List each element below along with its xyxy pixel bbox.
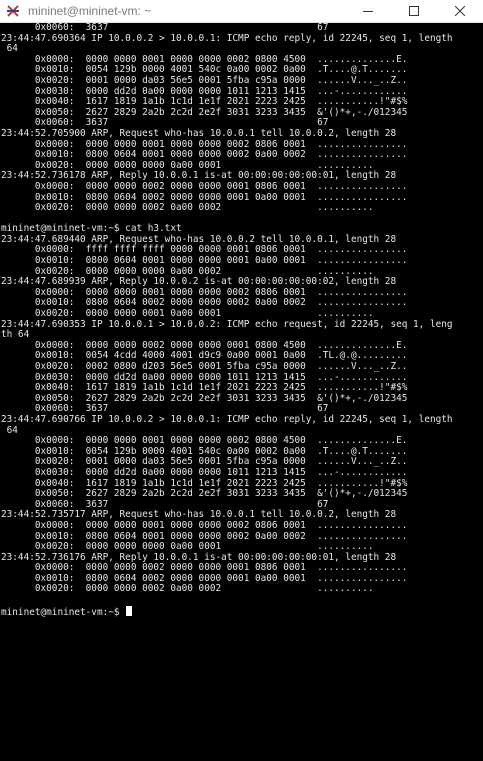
terminal-output[interactable] xyxy=(0,23,483,761)
terminal-line: 0x0010: 0800 0604 0002 0000 0000 0001 0a00 0001 ................ xyxy=(1,572,408,584)
terminal-line: 0x0060: 3637 67 xyxy=(1,498,329,510)
terminal-line: mininet@mininet-vm:~$ cat h3.txt xyxy=(1,223,182,235)
terminal-line: 23:44:47.689440 ARP, Request who-has 10.0.0.2 tell 10.0.0.1, length 28 xyxy=(1,233,397,245)
terminal-cursor xyxy=(126,606,132,616)
terminal-line: 0x0000: 0000 0000 0001 0000 0000 0002 0800 4500 ..............E. xyxy=(1,53,408,65)
terminal-line: 0x0000: 0000 0000 0001 0000 0000 0002 0800 4500 ..............E. xyxy=(1,435,408,447)
terminal-line: 0x0010: 0054 129b 0000 4001 540c 0a00 0002 0a00 .T....@.T....... xyxy=(1,445,408,457)
terminal-line: 0x0020: 0000 0000 0002 0a00 0002 .......... xyxy=(1,583,374,595)
terminal-line: 0x0020: 0001 0000 da03 56e5 0001 5fba c95a 0000 ......V..._..Z.. xyxy=(1,74,408,86)
terminal-line: 0x0020: 0000 0000 0000 0a00 0001 .......... xyxy=(1,159,374,171)
terminal-line: 0x0050: 2627 2829 2a2b 2c2d 2e2f 3031 3233 3435 &'()*+,-./012345 xyxy=(1,106,408,118)
terminal-line: 0x0000: 0000 0000 0001 0000 0000 0002 0806 0001 ................ xyxy=(1,519,408,531)
terminal-line: 64 xyxy=(1,424,18,436)
terminal-line: 0x0000: 0000 0000 0002 0000 0000 0001 0806 0001 ................ xyxy=(1,180,408,192)
terminal-line: 0x0030: 0000 dd2d 0a00 0000 0000 1011 1213 1415 ...-............ xyxy=(1,85,408,97)
terminal-line: 0x0040: 1617 1819 1a1b 1c1d 1e1f 2021 2223 2425 ...........!"#$% xyxy=(1,382,408,394)
terminal-line: 0x0060: 3637 67 xyxy=(1,403,329,415)
close-icon xyxy=(455,6,465,16)
maximize-icon xyxy=(409,6,419,16)
terminal-line: 0x0030: 0000 dd2d 0a00 0000 0000 1011 1213 1415 ...-............ xyxy=(1,371,408,383)
minimize-icon xyxy=(363,6,373,16)
terminal-line: 0x0040: 1617 1819 1a1b 1c1d 1e1f 2021 2223 2425 ...........!"#$% xyxy=(1,96,408,108)
terminal-line: 0x0020: 0000 0000 0001 0a00 0001 .......... xyxy=(1,308,374,320)
terminal-line: 23:44:47.690766 IP 10.0.0.2 > 10.0.0.1: ICMP echo reply, id 22245, seq 1, length xyxy=(1,413,453,425)
window-controls xyxy=(345,0,483,22)
close-button[interactable] xyxy=(437,0,483,22)
terminal-line: 0x0040: 1617 1819 1a1b 1c1d 1e1f 2021 2223 2425 ...........!"#$% xyxy=(1,477,408,489)
terminal-line: 0x0010: 0800 0604 0001 0000 0000 0002 0a00 0002 ................ xyxy=(1,530,408,542)
terminal-line: 64 xyxy=(1,43,18,55)
terminal-line: 0x0020: 0000 0000 0000 0a00 0002 .......... xyxy=(1,265,374,277)
putty-terminal-icon[interactable] xyxy=(5,3,21,19)
terminal-line: 0x0060: 3637 67 xyxy=(1,23,329,33)
terminal-line: 0x0000: 0000 0000 0002 0000 0000 0001 0806 0001 ................ xyxy=(1,562,408,574)
terminal-line: 0x0050: 2627 2829 2a2b 2c2d 2e2f 3031 3233 3435 &'()*+,-./012345 xyxy=(1,392,408,404)
terminal-line: 0x0010: 0800 0604 0001 0000 0000 0001 0a00 0001 ................ xyxy=(1,255,408,267)
terminal-line: 0x0020: 0000 0000 0002 0a00 0002 .......... xyxy=(1,202,374,214)
title-bar[interactable] xyxy=(0,0,483,23)
terminal-line: 23:44:52.705900 ARP, Request who-has 10.0.0.1 tell 10.0.0.2, length 28 xyxy=(1,127,397,139)
terminal-line: 23:44:47.689939 ARP, Reply 10.0.0.2 is-at 00:00:00:00:00:02, length 28 xyxy=(1,276,397,288)
terminal-line: 0x0030: 0000 dd2d 0a00 0000 0000 1011 1213 1415 ...-............ xyxy=(1,466,408,478)
terminal-line: 23:44:52.736178 ARP, Reply 10.0.0.1 is-at 00:00:00:00:00:01, length 28 xyxy=(1,170,397,182)
terminal-line: 0x0000: 0000 0000 0001 0000 0000 0002 0806 0001 ................ xyxy=(1,286,408,298)
terminal-line: 0x0010: 0054 4cdd 4000 4001 d9c9 0a00 0001 0a00 .TL.@.@......... xyxy=(1,350,408,362)
terminal-line: 0x0010: 0054 129b 0000 4001 540c 0a00 0002 0a00 .T....@.T....... xyxy=(1,64,408,76)
terminal-line: 23:44:47.690353 IP 10.0.0.1 > 10.0.0.2: ICMP echo request, id 22245, seq 1, leng xyxy=(1,318,453,330)
terminal-line: mininet@mininet-vm:~$ xyxy=(1,606,483,619)
terminal-line: 0x0050: 2627 2829 2a2b 2c2d 2e2f 3031 3233 3435 &'()*+,-./012345 xyxy=(1,488,408,500)
terminal-line: 23:44:52.735717 ARP, Request who-has 10.0.0.1 tell 10.0.0.2, length 28 xyxy=(1,509,397,521)
terminal-line xyxy=(1,595,483,606)
terminal-line: 0x0010: 0800 0604 0002 0000 0000 0002 0a00 0002 ................ xyxy=(1,297,408,309)
terminal-line: 0x0020: 0000 0000 0000 0a00 0001 .......... xyxy=(1,541,374,553)
terminal-line: 0x0000: ffff ffff ffff 0000 0000 0001 0806 0001 ................ xyxy=(1,244,408,256)
window-title: mininet@mininet-vm: ~ xyxy=(28,4,152,18)
terminal-line: 0x0010: 0800 0604 0001 0000 0000 0002 0a00 0002 ................ xyxy=(1,149,408,161)
terminal-line: 23:44:47.690364 IP 10.0.0.2 > 10.0.0.1: ICMP echo reply, id 22245, seq 1, length xyxy=(1,32,453,44)
terminal-line: 0x0000: 0000 0000 0001 0000 0000 0002 0806 0001 ................ xyxy=(1,138,408,150)
terminal-line: 0x0020: 0001 0000 da03 56e5 0001 5fba c95a 0000 ......V..._..Z.. xyxy=(1,456,408,468)
terminal-line: 0x0010: 0800 0604 0002 0000 0000 0001 0a00 0001 ................ xyxy=(1,191,408,203)
terminal-line: 0x0000: 0000 0000 0002 0000 0000 0001 0800 4500 ..............E. xyxy=(1,339,408,351)
terminal-lines xyxy=(0,23,483,618)
terminal-line: 23:44:52.736176 ARP, Reply 10.0.0.1 is-at 00:00:00:00:00:01, length 28 xyxy=(1,551,397,563)
terminal-line: 0x0060: 3637 67 xyxy=(1,117,329,129)
terminal-line: th 64 xyxy=(1,329,30,341)
minimize-button[interactable] xyxy=(345,0,391,22)
maximize-button[interactable] xyxy=(391,0,437,22)
terminal-line: 0x0020: 0002 0800 d203 56e5 0001 5fba c95a 0000 ......V..._..Z.. xyxy=(1,361,408,372)
